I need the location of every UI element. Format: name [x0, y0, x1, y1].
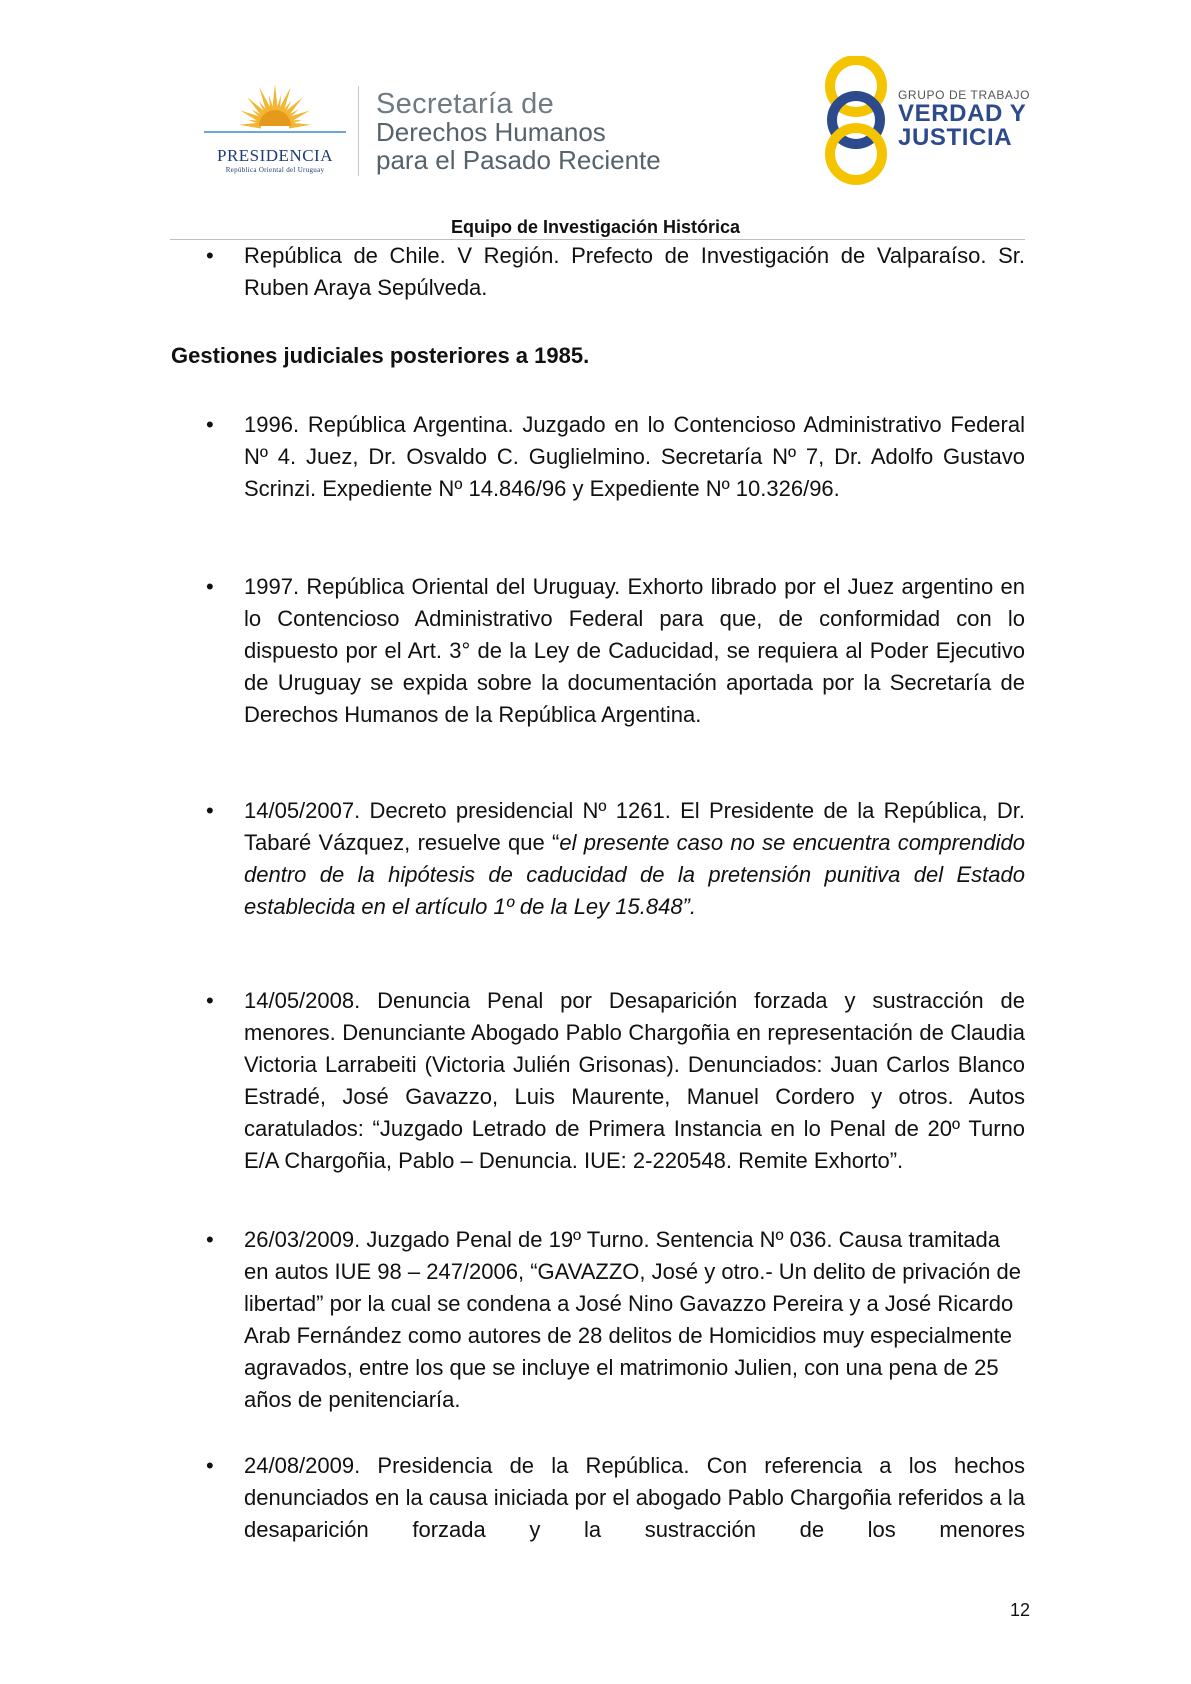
list-item: 24/08/2009. Presidencia de la República. Con referencia a los hechos denunciados en la causa iniciada por el abogado Pablo Chargoñia referidos a la desaparición forzada y la sustracción de los menores	[244, 1453, 1025, 1542]
bullet: •	[206, 1453, 214, 1478]
presidencia-logo-text: PRESIDENCIA	[216, 146, 333, 165]
sun-icon	[198, 84, 352, 154]
team-title: Equipo de Investigación Histórica	[450, 217, 741, 237]
interlocking-rings-icon	[820, 56, 900, 186]
item-text: 14/05/2007. Decreto presidencial Nº 1261. El Presidente de la República, Dr. Tabaré Vázquez, resuelve que “	[244, 798, 1025, 855]
list-item: 14/05/2008. Denuncia Penal por Desaparición forzada y sustracción de menores. Denunciante Abogado Pablo Chargoñia en representación de Claudia Victoria Larrabeiti (Victoria Julién Grisonas). Denunciados: Juan Carlos Blanco Estradé, José Gavazzo, Luis Maurente, Manuel Cordero y otros. Autos caratulados: “Juzgado Letrado de Primera Instancia en lo Penal de 20º Turno E/A Chargoñia, Pablo – Denuncia. IUE: 2-220548. Remite Exhorto”.	[244, 988, 1025, 1173]
presidencia-logo	[198, 84, 352, 176]
bullet: •	[206, 1227, 214, 1252]
bullet: •	[206, 243, 214, 268]
secretaria-line-3: para el Pasado Reciente	[376, 145, 661, 175]
page-header	[0, 0, 1191, 240]
page-number: 12	[1009, 1600, 1030, 1620]
bullet: •	[206, 412, 214, 437]
secretaria-logo	[376, 90, 661, 174]
list-item	[244, 795, 1025, 923]
secretaria-line-1: Secretaría de	[376, 88, 554, 120]
presidencia-logo-subtext: República Oriental del Uruguay	[225, 166, 325, 174]
list-item: 1996. República Argentina. Juzgado en lo Contencioso Administrativo Federal Nº 4. Juez, Dr. Osvaldo C. Guglielmino. Secretaría Nº 7, Dr. Adolfo Gustavo Scrinzi. Expediente Nº 14.846/96 y Expediente Nº 10.326/96.	[244, 412, 1025, 501]
verdad-justicia-text	[898, 88, 1030, 150]
vj-line-1: VERDAD Y	[898, 100, 1027, 127]
bullet: •	[206, 798, 214, 823]
vj-small-text: GRUPO DE TRABAJO	[898, 88, 1031, 102]
quoted-decree-text: el presente caso no se encuentra comprendido dentro de la hipótesis de caducidad de la pretensión punitiva del Estado establecida en el artículo 1º de la Ley 15.848”.	[244, 830, 1025, 919]
bullet: •	[206, 988, 214, 1013]
secretaria-line-2: Derechos Humanos	[376, 117, 606, 147]
list-item: 1997. República Oriental del Uruguay. Exhorto librado por el Juez argentino en lo Contencioso Administrativo Federal para que, de conformidad con lo dispuesto por el Art. 3° de la Ley de Caducidad, se requiera al Poder Ejecutivo de Uruguay se expida sobre la documentación aportada por la Secretaría de Derechos Humanos de la República Argentina.	[244, 574, 1025, 727]
logo-divider	[358, 86, 359, 176]
list-item: 26/03/2009. Juzgado Penal de 19º Turno. Sentencia Nº 036. Causa tramitada en autos IUE 98 – 247/2006, “GAVAZZO, José y otro.- Un delito de privación de libertad” por la cual se condena a José Nino Gavazzo Pereira y a José Ricardo Arab Fernández como autores de 28 delitos de Homicidios muy especialmente agravados, entre los que se incluye el matrimonio Julien, con una pena de 25 años de penitenciaría.	[244, 1227, 1021, 1412]
bullet: •	[206, 574, 214, 599]
list-item: República de Chile. V Región. Prefecto de Investigación de Valparaíso. Sr. Ruben Araya Sepúlveda.	[244, 243, 1025, 300]
vj-line-2: JUSTICIA	[898, 124, 1013, 151]
section-heading: Gestiones judiciales posteriores a 1985.	[171, 343, 590, 368]
